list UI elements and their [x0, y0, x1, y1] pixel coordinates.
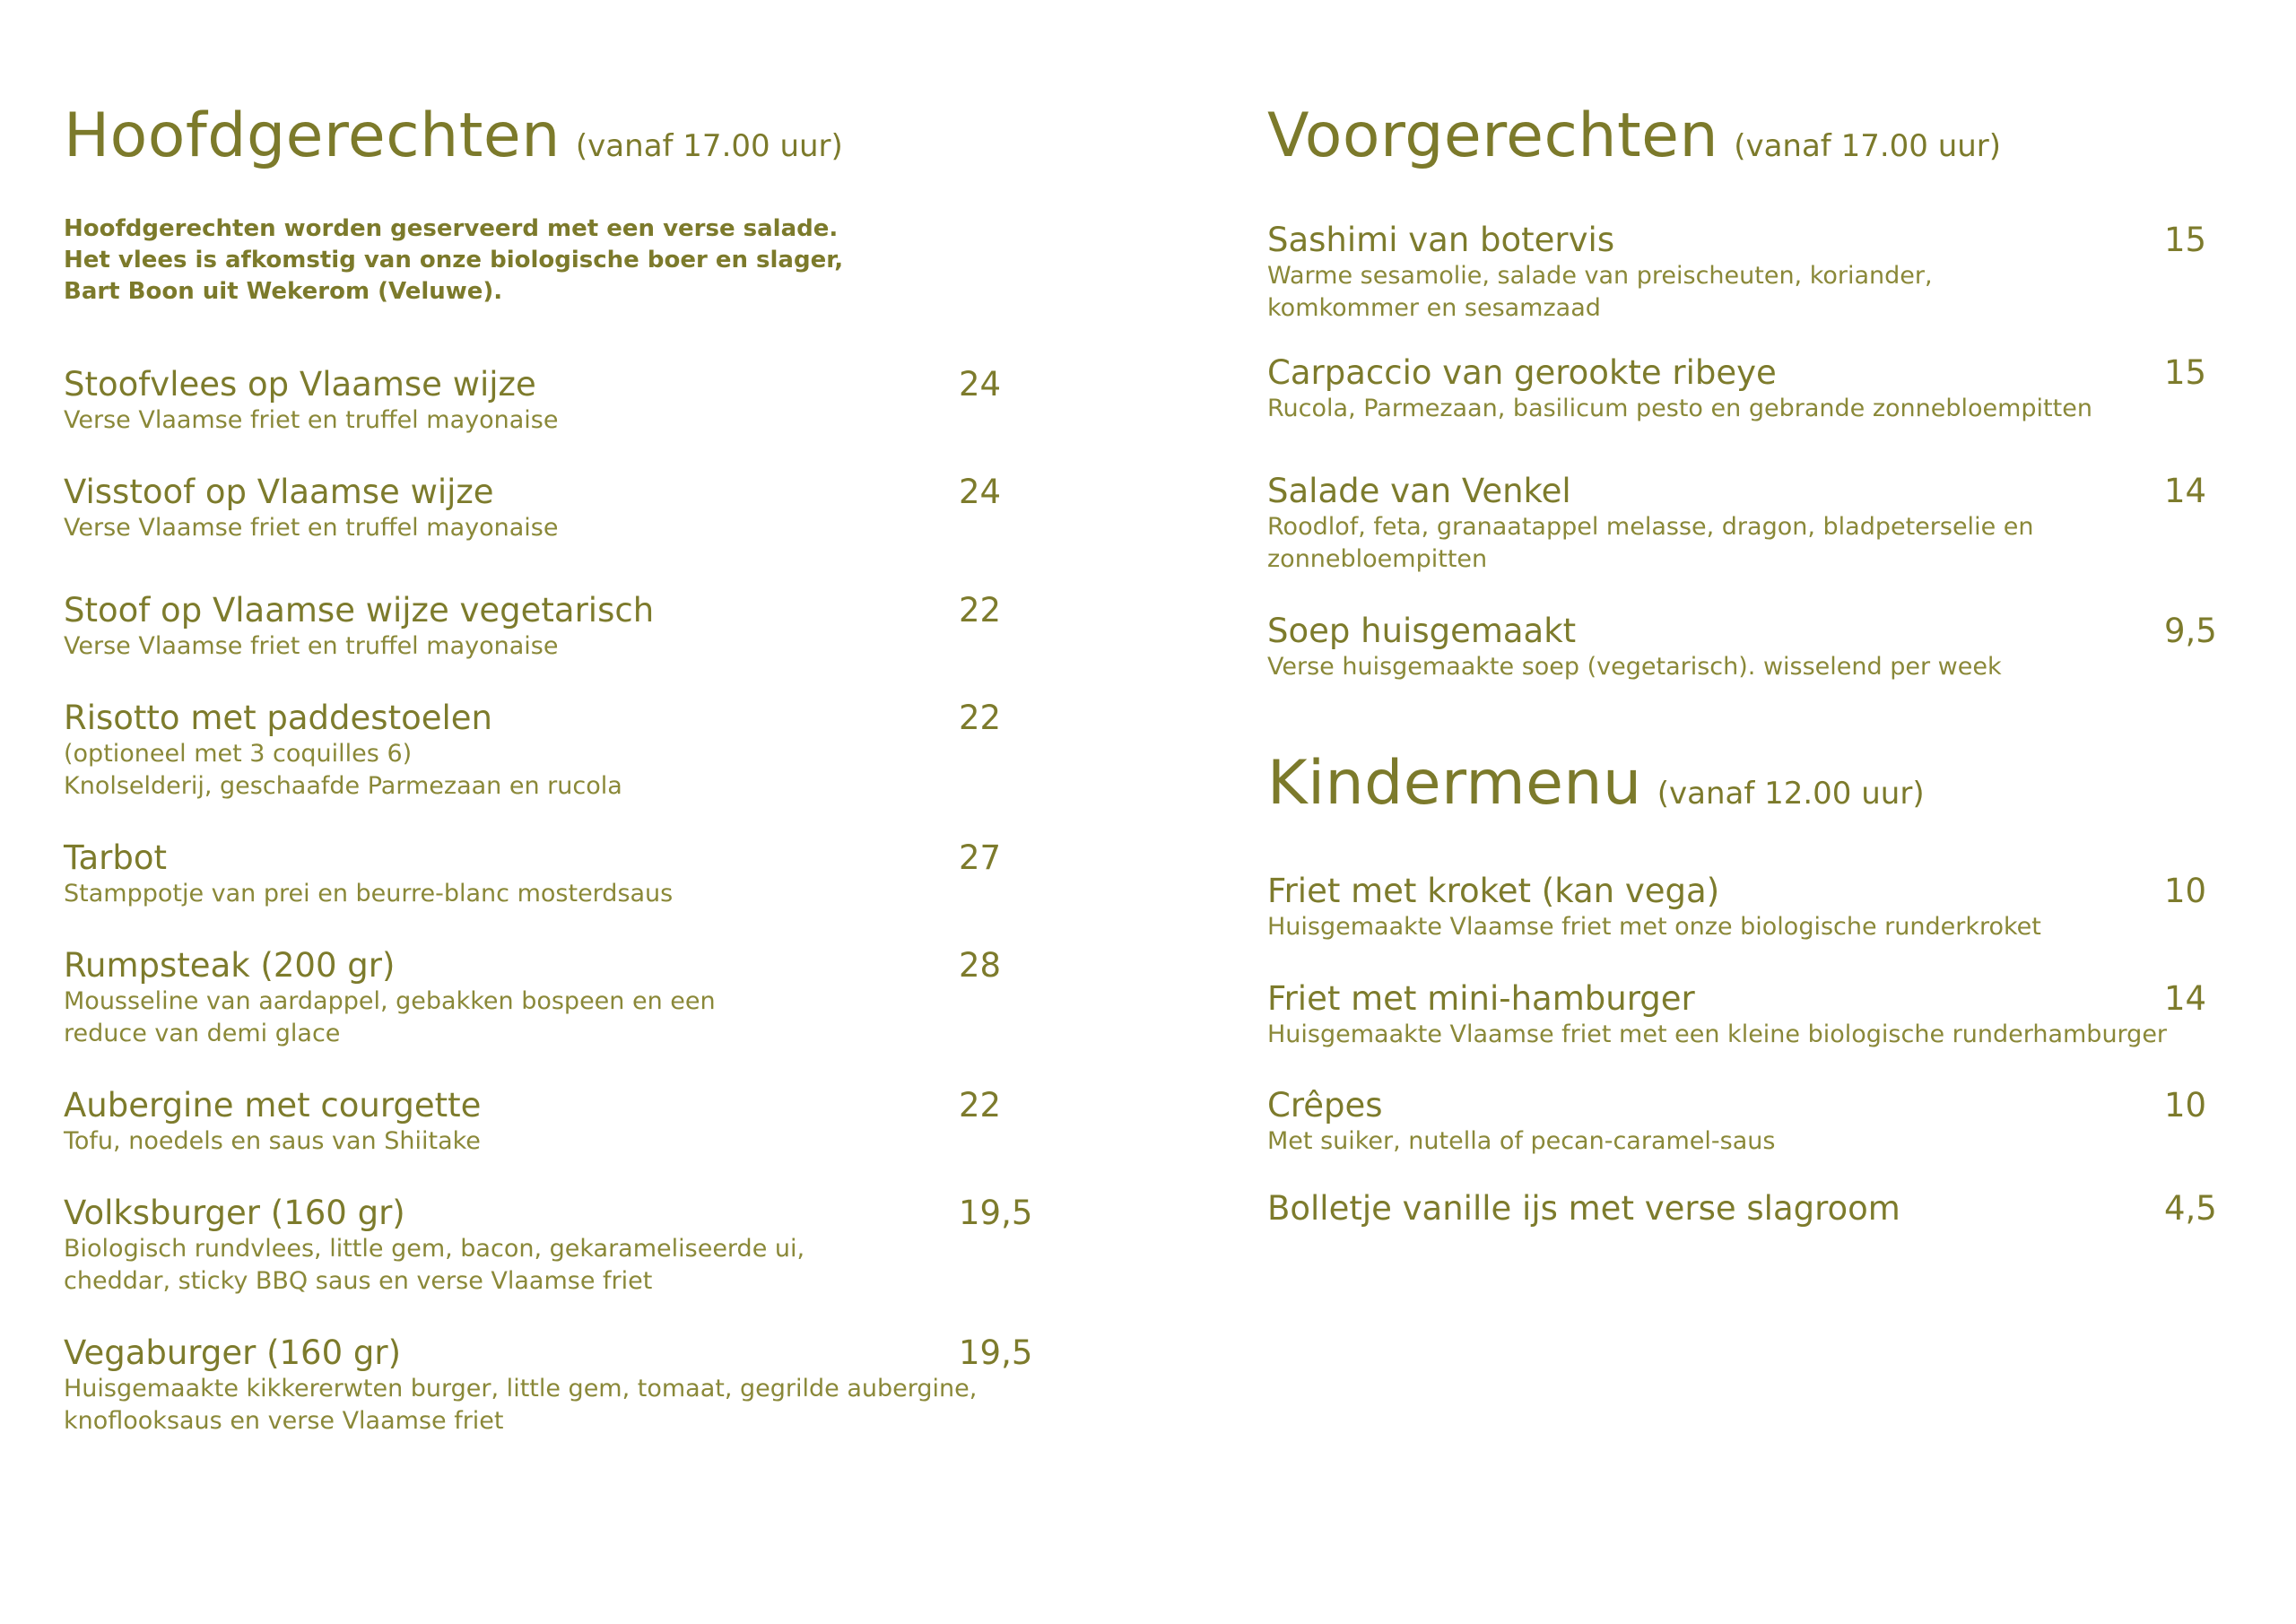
- menu-item: [1267, 221, 2218, 325]
- item-name: Volksburger (160 gr): [64, 1194, 405, 1232]
- main-courses-subtitle: (vanaf 17.00 uur): [575, 128, 843, 164]
- menu-item: [1267, 612, 2218, 683]
- menu-item: [1267, 979, 2218, 1051]
- intro-line: Het vlees is afkomstig van onze biologische boer en slager,: [64, 247, 844, 274]
- item-price: 15: [2164, 221, 2207, 259]
- item-price: 9,5: [2164, 612, 2217, 650]
- menu-item: [1267, 872, 2218, 943]
- item-price: 24: [959, 365, 1002, 404]
- item-name: Risotto met paddestoelen: [64, 699, 492, 737]
- item-description: Stamppotje van prei en beurre-blanc mosterdsaus: [64, 880, 674, 908]
- item-price: 28: [959, 946, 1002, 985]
- item-name: Crêpes: [1267, 1086, 1383, 1125]
- item-price: 14: [2164, 979, 2207, 1018]
- menu-item: [64, 946, 1032, 1050]
- item-description: Verse Vlaamse friet en truffel mayonaise: [64, 632, 559, 660]
- item-price: 22: [959, 699, 1002, 737]
- main-courses-intro: [64, 213, 871, 308]
- item-name: Soep huisgemaakt: [1267, 612, 1577, 650]
- main-courses-column: [64, 0, 1032, 1624]
- kids-menu-subtitle: (vanaf 12.00 uur): [1657, 776, 1925, 812]
- item-name: Stoofvlees op Vlaamse wijze: [64, 365, 536, 404]
- main-courses-header: [64, 100, 843, 171]
- item-price: 22: [959, 1086, 1002, 1125]
- item-name: Friet met kroket (kan vega): [1267, 872, 1720, 910]
- intro-line: Bart Boon uit Wekerom (Veluwe).: [64, 278, 503, 305]
- menu-item: [64, 699, 1032, 803]
- menu-item: [64, 838, 1032, 910]
- item-name: Aubergine met courgette: [64, 1086, 482, 1125]
- menu-item: [1267, 353, 2218, 425]
- item-price: 19,5: [959, 1194, 1033, 1232]
- item-name: Rumpsteak (200 gr): [64, 946, 396, 985]
- starters-header: [1267, 100, 2001, 171]
- menu-item: [64, 1194, 1032, 1298]
- intro-line: Hoofdgerechten worden geserveerd met een verse salade.: [64, 215, 839, 242]
- item-price: 24: [959, 473, 1002, 511]
- item-price: 27: [959, 838, 1002, 877]
- item-price: 4,5: [2164, 1189, 2217, 1228]
- starters-subtitle: (vanaf 17.00 uur): [1734, 128, 2002, 164]
- item-name: Stoof op Vlaamse wijze vegetarisch: [64, 591, 655, 630]
- menu-item: [64, 365, 1032, 437]
- menu-item: [64, 1086, 1032, 1158]
- item-description: Huisgemaakte kikkererwten burger, little gem, tomaat, gegrilde aubergine, knoflooksaus en verse Vlaamse friet: [64, 1375, 978, 1435]
- starters-kids-column: [1267, 0, 2218, 1624]
- item-description: Met suiker, nutella of pecan-caramel-saus: [1267, 1127, 1776, 1155]
- menu-item: [64, 473, 1032, 544]
- kids-menu-header: [1267, 748, 1925, 819]
- item-description: Roodlof, feta, granaatappel melasse, dragon, bladpeterselie en zonnebloempitten: [1267, 513, 2034, 573]
- item-price: 10: [2164, 872, 2207, 910]
- item-name: Vegaburger (160 gr): [64, 1333, 402, 1372]
- item-name: Bolletje vanille ijs met verse slagroom: [1267, 1189, 1900, 1228]
- item-description: Warme sesamolie, salade van preischeuten, koriander, komkommer en sesamzaad: [1267, 262, 1933, 322]
- item-price: 19,5: [959, 1333, 1033, 1372]
- item-description: Huisgemaakte Vlaamse friet met onze biologische runderkroket: [1267, 913, 2041, 941]
- item-name: Sashimi van botervis: [1267, 221, 1615, 259]
- item-price: 22: [959, 591, 1002, 630]
- item-name: Visstoof op Vlaamse wijze: [64, 473, 494, 511]
- item-description: Biologisch rundvlees, little gem, bacon, gekarameliseerde ui, cheddar, sticky BBQ saus en verse Vlaamse friet: [64, 1235, 805, 1295]
- item-description: Tofu, noedels en saus van Shiitake: [64, 1127, 481, 1155]
- menu-item: [64, 1333, 1032, 1437]
- item-description: Rucola, Parmezaan, basilicum pesto en gebrande zonnebloempitten: [1267, 395, 2092, 422]
- item-description: Mousseline van aardappel, gebakken bospeen en een reduce van demi glace: [64, 987, 716, 1047]
- item-name: Tarbot: [64, 838, 167, 877]
- item-name: Salade van Venkel: [1267, 472, 1571, 510]
- item-name: Carpaccio van gerookte ribeye: [1267, 353, 1777, 392]
- item-description: Verse Vlaamse friet en truffel mayonaise: [64, 514, 559, 542]
- item-description: Verse Vlaamse friet en truffel mayonaise: [64, 406, 559, 434]
- menu-item: [1267, 472, 2218, 576]
- item-price: 15: [2164, 353, 2207, 392]
- item-description: Verse huisgemaakte soep (vegetarisch). wisselend per week: [1267, 653, 2002, 681]
- starters-title: Voorgerechten: [1267, 100, 1719, 171]
- item-description: Huisgemaakte Vlaamse friet met een kleine biologische runderhamburger: [1267, 1020, 2168, 1048]
- item-price: 10: [2164, 1086, 2207, 1125]
- menu-item: [64, 591, 1032, 663]
- main-courses-title: Hoofdgerechten: [64, 100, 561, 171]
- item-name: Friet met mini-hamburger: [1267, 979, 1695, 1018]
- menu-item: [1267, 1189, 2218, 1229]
- menu-item: [1267, 1086, 2218, 1158]
- item-description: (optioneel met 3 coquilles 6) Knolselderij, geschaafde Parmezaan en rucola: [64, 740, 622, 800]
- item-price: 14: [2164, 472, 2207, 510]
- kids-menu-title: Kindermenu: [1267, 748, 1642, 819]
